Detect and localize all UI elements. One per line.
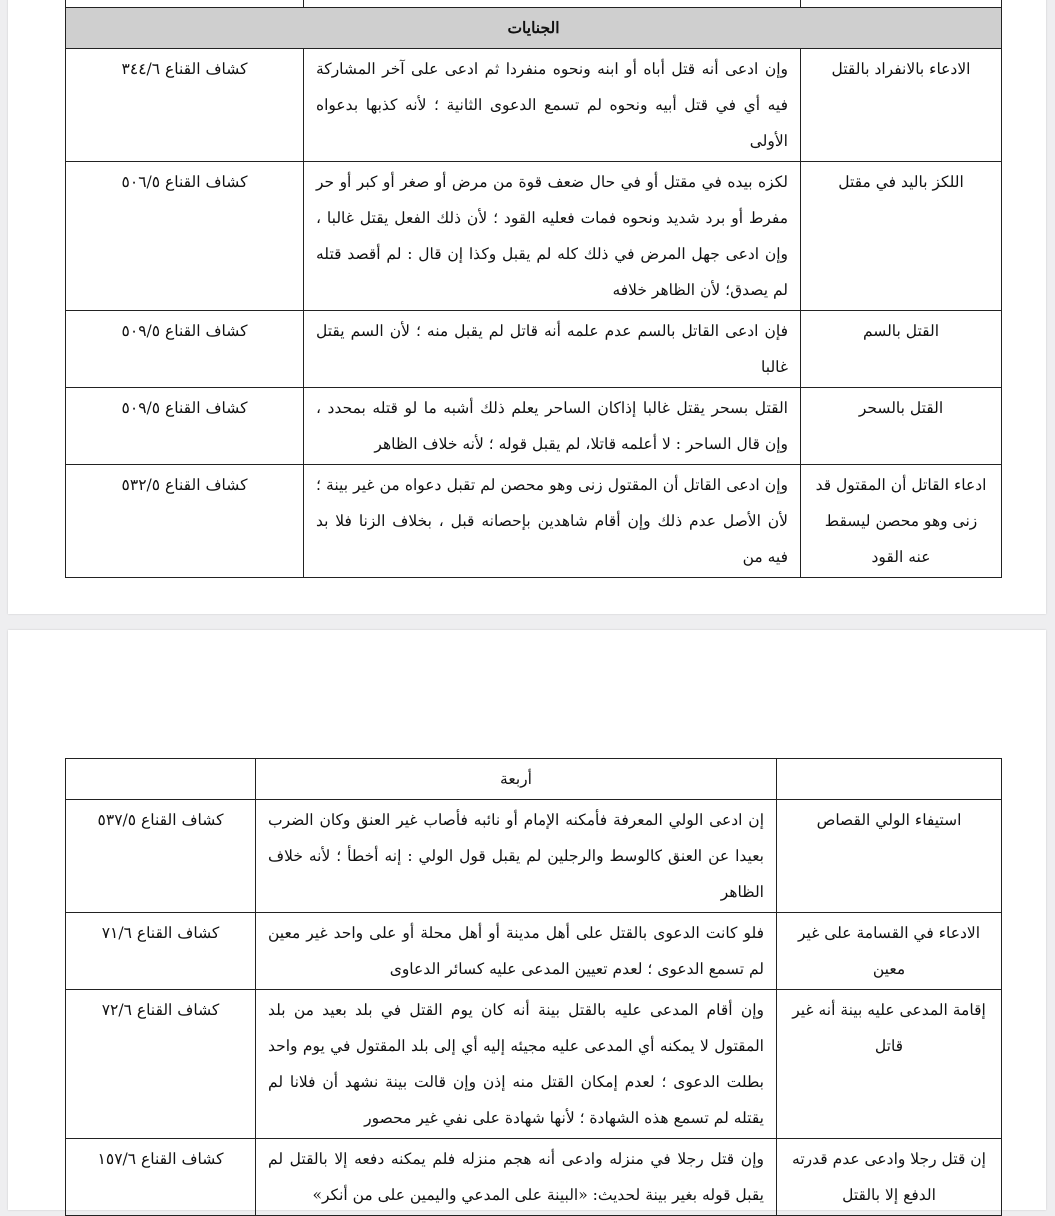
table-row [66, 990, 1002, 1139]
ruling-text-cell: لكزه بيده في مقتل أو في حال ضعف قوة من مرض أو صغر أو كبر أو حر مفرط أو برد شديد ونحوه فمات فعليه القود ؛ لأن ذلك الفعل يقتل غالبا ، وإن ادعى جهل المرض في ذلك كله لم يقبل وكذا إن قال : لم أقصد قتله لم يصدق؛ لأن الظاهر خلافه [304, 162, 801, 311]
previous-row-stub [66, 0, 1002, 8]
reference-cell: كشاف القناع ٥٠٦/٥ [66, 162, 304, 311]
reference-cell: كشاف القناع ٥٠٩/٥ [66, 311, 304, 388]
document-page-1 [8, 0, 1046, 614]
rulings-table-page-1 [65, 0, 1002, 578]
ruling-text-cell: وإن ادعى القاتل أن المقتول زنى وهو محصن لم تقبل دعواه من غير بينة ؛ لأن الأصل عدم ذلك وإن أقام شاهدين بإحصانه قبل ، بخلاف الزنا فلا بد فيه من [304, 465, 801, 578]
ruling-text-cell: وإن أقام المدعى عليه بالقتل بينة أنه كان يوم القتل في بلد بعيد من بلد المقتول لا يمكنه أي المدعى عليه مجيئه إليه أي إلى بلد المقتول في يوم واحد بطلت الدعوى ؛ لعدم إمكان القتل منه إذن وإن قالت بينة نشهد أن فلانا لم يقتله لم تسمع هذه الشهادة ؛ لأنها شهادة على نفي غير محصور [256, 990, 777, 1139]
ruling-text-cell: القتل بسحر يقتل غالبا إذاكان الساحر يعلم ذلك أشبه ما لو قتله بمحدد ، وإن قال الساحر : لا أعلمه قاتلا، لم يقبل قوله ؛ لأنه خلاف الظاهر [304, 388, 801, 465]
table-row [66, 49, 1002, 162]
reference-cell: كشاف القناع ١٥٧/٦ [66, 1139, 256, 1216]
reference-cell: كشاف القناع ٥٠٩/٥ [66, 388, 304, 465]
topic-cell: القتل بالسحر [801, 388, 1002, 465]
document-page-2 [8, 630, 1046, 1210]
topic-cell: الادعاء بالانفراد بالقتل [801, 49, 1002, 162]
ruling-text-cell: فإن ادعى القاتل بالسم عدم علمه أنه قاتل لم يقبل منه ؛ لأن السم يقتل غالبا [304, 311, 801, 388]
topic-cell: ادعاء القاتل أن المقتول قد زنى وهو محصن ليسقط عنه القود [801, 465, 1002, 578]
topic-cell: إن قتل رجلا وادعى عدم قدرته الدفع إلا بالقتل [777, 1139, 1002, 1216]
topic-cell: الادعاء في القسامة على غير معين [777, 913, 1002, 990]
table-row [66, 162, 1002, 311]
topic-cell: استيفاء الولي القصاص [777, 800, 1002, 913]
reference-cell: كشاف القناع ٥٣٧/٥ [66, 800, 256, 913]
ruling-text-cell: وإن قتل رجلا في منزله وادعى أنه هجم منزله فلم يمكنه دفعه إلا بالقتل لم يقبل قوله بغير بينة لحديث: «البينة على المدعي واليمين على من أنكر» [256, 1139, 777, 1216]
topic-cell: إقامة المدعى عليه بينة أنه غير قاتل [777, 990, 1002, 1139]
rulings-table-page-2 [65, 758, 1002, 1216]
reference-cell: كشاف القناع ٧١/٦ [66, 913, 256, 990]
table-row [66, 913, 1002, 990]
section-header-row [66, 8, 1002, 49]
topic-cell: اللكز باليد في مقتل [801, 162, 1002, 311]
reference-cell: كشاف القناع ٥٣٢/٥ [66, 465, 304, 578]
header-note: أربعة [256, 759, 777, 800]
table-row [66, 800, 1002, 913]
table-row [66, 311, 1002, 388]
topic-cell: القتل بالسم [801, 311, 1002, 388]
ruling-text-cell: وإن ادعى أنه قتل أباه أو ابنه ونحوه منفردا ثم ادعى على آخر المشاركة فيه أي في قتل أبيه ونحوه لم تسمع الدعوى الثانية ؛ لأنه كذبها بدعواه الأولى [304, 49, 801, 162]
reference-cell: كشاف القناع ٧٢/٦ [66, 990, 256, 1139]
ruling-text-cell: فلو كانت الدعوى بالقتل على أهل مدينة أو أهل محلة أو على واحد غير معين لم تسمع الدعوى ؛ لعدم تعيين المدعى عليه كسائر الدعاوى [256, 913, 777, 990]
ruling-text-cell: إن ادعى الولي المعرفة فأمكنه الإمام أو نائبه فأصاب غير العنق وكان الضرب بعيدا عن العنق كالوسط والرجلين لم يقبل قول الولي : إنه أخطأ ؛ لأنه خلاف الظاهر [256, 800, 777, 913]
section-title: الجنايات [66, 8, 1002, 49]
table-header-row [66, 759, 1002, 800]
reference-cell: كشاف القناع ٣٤٤/٦ [66, 49, 304, 162]
table-row [66, 388, 1002, 465]
table-row [66, 1139, 1002, 1216]
table-row [66, 465, 1002, 578]
